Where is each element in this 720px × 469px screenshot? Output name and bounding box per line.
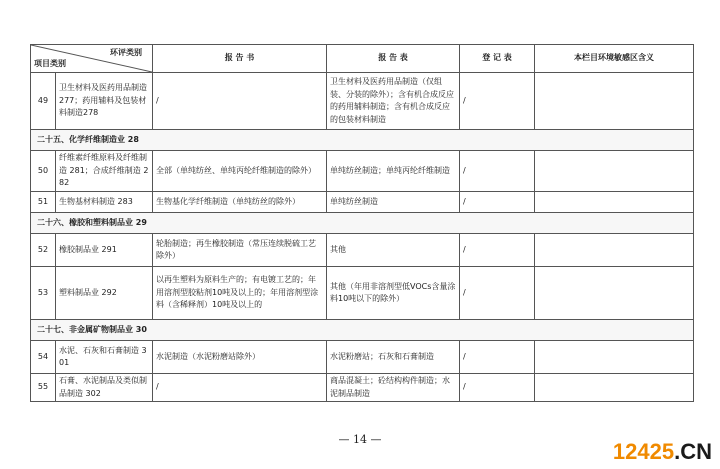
table-body: [31, 73, 694, 402]
table-header-row: [31, 45, 694, 73]
table-row: [31, 267, 694, 320]
item-number: 52: [31, 234, 56, 267]
project-name: 塑料制品业 292: [56, 267, 153, 320]
report-book-cell: 生物基化学纤维制造（单纯纺丝的除外）: [153, 192, 327, 213]
table-row: [31, 341, 694, 374]
header-report-form: 报 告 表: [327, 45, 460, 73]
watermark-part1: 12425: [612, 439, 675, 464]
registration-cell: /: [460, 73, 535, 130]
project-name: 卫生材料及医药用品制造 277；药用辅料及包装材料制造278: [56, 73, 153, 130]
item-number: 55: [31, 374, 56, 402]
item-number: 50: [31, 151, 56, 192]
registration-cell: /: [460, 374, 535, 402]
item-number: 51: [31, 192, 56, 213]
item-number: 53: [31, 267, 56, 320]
header-category-top: 环评类别: [110, 48, 142, 57]
project-name: 橡胶制品业 291: [56, 234, 153, 267]
section-row: [31, 213, 694, 234]
registration-cell: /: [460, 341, 535, 374]
section-row: [31, 130, 694, 151]
header-sensitive-area: 本栏目环境敏感区含义: [535, 45, 694, 73]
table-row: [31, 374, 694, 402]
report-book-cell: 水泥制造（水泥粉磨站除外）: [153, 341, 327, 374]
classification-table: [30, 44, 694, 402]
project-name: 石膏、水泥制品及类似制品制造 302: [56, 374, 153, 402]
section-row: [31, 320, 694, 341]
table-row: [31, 151, 694, 192]
sensitive-area-cell: [535, 267, 694, 320]
watermark-logo: [613, 439, 712, 465]
header-category-bottom: 项目类别: [34, 58, 66, 68]
report-book-cell: /: [153, 374, 327, 402]
sensitive-area-cell: [535, 234, 694, 267]
project-name: 纤维素纤维原料及纤维制造 281；合成纤维制造 282: [56, 151, 153, 192]
header-diagonal-cell: [31, 45, 153, 73]
page-number: — 14 —: [338, 433, 382, 446]
sensitive-area-cell: [535, 192, 694, 213]
table-row: [31, 192, 694, 213]
section-title: 二十五、化学纤维制造业 28: [31, 130, 694, 151]
item-number: 54: [31, 341, 56, 374]
registration-cell: /: [460, 151, 535, 192]
report-form-cell: 单纯纺丝制造: [327, 192, 460, 213]
report-form-cell: 卫生材料及医药用品制造（仅组装、分装的除外）；含有机合成反应的药用辅料制造；含有机合成反应的包装材料制造: [327, 73, 460, 130]
section-title: 二十六、橡胶和塑料制品业 29: [31, 213, 694, 234]
project-name: 水泥、石灰和石膏制造 301: [56, 341, 153, 374]
header-registration: 登 记 表: [460, 45, 535, 73]
sensitive-area-cell: [535, 341, 694, 374]
report-form-cell: 商品混凝土；砼结构构件制造；水泥制品制造: [327, 374, 460, 402]
report-book-cell: 全部（单纯纺丝、单纯丙纶纤维制造的除外）: [153, 151, 327, 192]
report-book-cell: 轮胎制造；再生橡胶制造（常压连续脱硫工艺除外）: [153, 234, 327, 267]
project-name: 生物基材料制造 283: [56, 192, 153, 213]
sensitive-area-cell: [535, 374, 694, 402]
sensitive-area-cell: [535, 151, 694, 192]
item-number: 49: [31, 73, 56, 130]
table-row: [31, 234, 694, 267]
report-form-cell: 单纯纺丝制造；单纯丙纶纤维制造: [327, 151, 460, 192]
report-book-cell: 以再生塑料为原料生产的；有电镀工艺的；年用溶剂型胶粘剂10吨及以上的；年用溶剂型涂料（含稀释剂）10吨及以上的: [153, 267, 327, 320]
report-form-cell: 其他: [327, 234, 460, 267]
header-report-book: 报 告 书: [153, 45, 327, 73]
report-book-cell: /: [153, 73, 327, 130]
registration-cell: /: [460, 192, 535, 213]
report-form-cell: 其他（年用非溶剂型低VOCs含量涂料10吨以下的除外）: [327, 267, 460, 320]
watermark-part2: .CN: [674, 439, 712, 464]
registration-cell: /: [460, 267, 535, 320]
report-form-cell: 水泥粉磨站；石灰和石膏制造: [327, 341, 460, 374]
registration-cell: /: [460, 234, 535, 267]
section-title: 二十七、非金属矿物制品业 30: [31, 320, 694, 341]
sensitive-area-cell: [535, 73, 694, 130]
table-row: [31, 73, 694, 130]
